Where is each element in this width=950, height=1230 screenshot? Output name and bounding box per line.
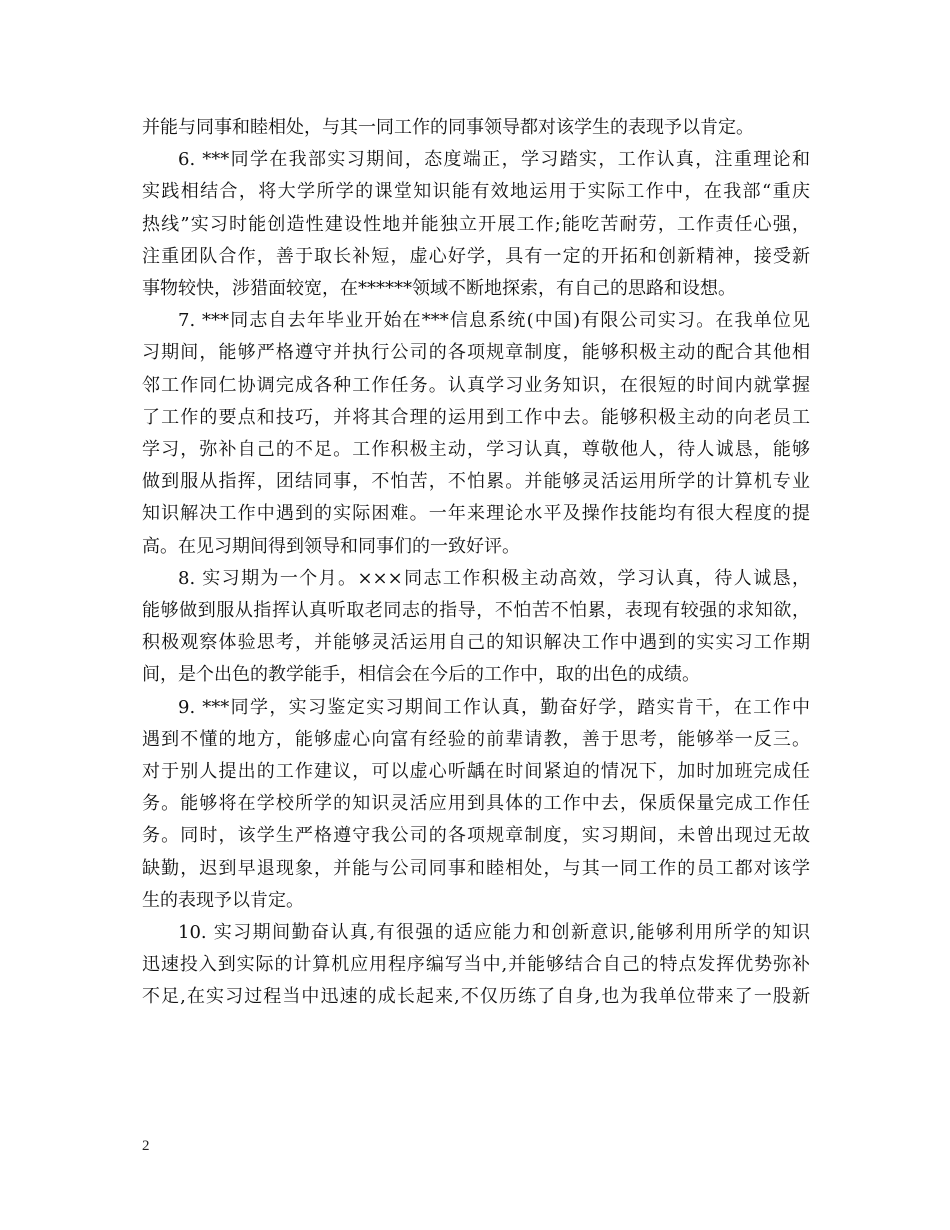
text-line: 热线”实习时能创造性建设性地并能独立开展工作;能吃苦耐劳，工作责任心强， (142, 213, 810, 235)
text-line: 邻工作同仁协调完成各种工作任务。认真学习业务知识，在很短的时间内就掌握 (142, 374, 810, 396)
text-line: 积极观察体验思考，并能够灵活运用自己的知识解决工作中遇到的实实习工作期 (142, 632, 810, 654)
text-line: 能够做到服从指挥认真听取老同志的指导，不怕苦不怕累，表现有较强的求知欲， (142, 600, 810, 622)
text-line: 务。能够将在学校所学的知识灵活应用到具体的工作中去，保质保量完成工作任 (142, 793, 810, 815)
text-line: 7. ***同志自去年毕业开始在***信息系统(中国)有限公司实习。在我单位见 (178, 310, 810, 332)
text-line: 缺勤，迟到早退现象，并能与公司同事和睦相处，与其一同工作的员工都对该学 (142, 857, 810, 879)
text-line: 知识解决工作中遇到的实际困难。一年来理论水平及操作技能均有很大程度的提 (142, 503, 810, 525)
paragraph-6 (142, 144, 810, 305)
text-line: 间，是个出色的教学能手，相信会在今后的工作中，取的出色的成绩。 (142, 664, 700, 686)
text-line: 6. ***同学在我部实习期间，态度端正，学习踏实，工作认真，注重理论和 (178, 149, 810, 171)
text-line: 不足,在实习过程当中迅速的成长起来,不仅历练了自身,也为我单位带来了一股新 (142, 986, 810, 1008)
text-line: 9. ***同学，实习鉴定实习期间工作认真，勤奋好学，踏实肯干，在工作中 (178, 696, 810, 718)
document-page (142, 112, 810, 1014)
text-line: 了工作的要点和技巧，并将其合理的运用到工作中去。能够积极主动的向老员工 (142, 406, 810, 428)
text-line: 事物较快，涉猎面较宽，在******领域不断地探索，有自己的思路和设想。 (142, 278, 736, 300)
text-line: 迅速投入到实际的计算机应用程序编写当中,并能够结合自己的特点发挥优势弥补 (142, 954, 810, 976)
text-line: 注重团队合作，善于取长补短，虚心好学，具有一定的开拓和创新精神，接受新 (142, 245, 810, 267)
text-line: 10. 实习期间勤奋认真,有很强的适应能力和创新意识,能够利用所学的知识 (178, 922, 810, 944)
text-line: 生的表现予以肯定。 (142, 889, 304, 911)
text-line: 对于别人提出的工作建议，可以虚心听龋在时间紧迫的情况下，加时加班完成任 (142, 761, 810, 783)
text-line: 高。在见习期间得到领导和同事们的一致好评。 (142, 535, 520, 557)
paragraph-continuation (142, 112, 810, 144)
text-line: 并能与同事和睦相处，与其一同工作的同事领导都对该学生的表现予以肯定。 (142, 117, 754, 138)
page-number: 2 (142, 1138, 150, 1154)
paragraph-10 (142, 917, 810, 1014)
text-line: 习期间，能够严格遵守并执行公司的各项规章制度，能够积极主动的配合其他相 (142, 342, 810, 364)
text-line: 遇到不懂的地方，能够虚心向富有经验的前辈请教，善于思考，能够举一反三。 (142, 728, 810, 750)
text-line: 8. 实习期为一个月。×××同志工作积极主动高效，学习认真，待人诚恳， (178, 567, 810, 589)
paragraph-7 (142, 305, 810, 563)
paragraph-9 (142, 692, 810, 917)
text-line: 学习，弥补自己的不足。工作积极主动，学习认真，尊敬他人，待人诚恳，能够 (142, 439, 810, 461)
text-line: 实践相结合，将大学所学的课堂知识能有效地运用于实际工作中，在我部“重庆 (142, 181, 810, 203)
text-line: 做到服从指挥，团结同事，不怕苦，不怕累。并能够灵活运用所学的计算机专业 (142, 471, 810, 493)
text-line: 务。同时，该学生严格遵守我公司的各项规章制度，实习期间，未曾出现过无故 (142, 825, 810, 847)
paragraph-8 (142, 563, 810, 692)
